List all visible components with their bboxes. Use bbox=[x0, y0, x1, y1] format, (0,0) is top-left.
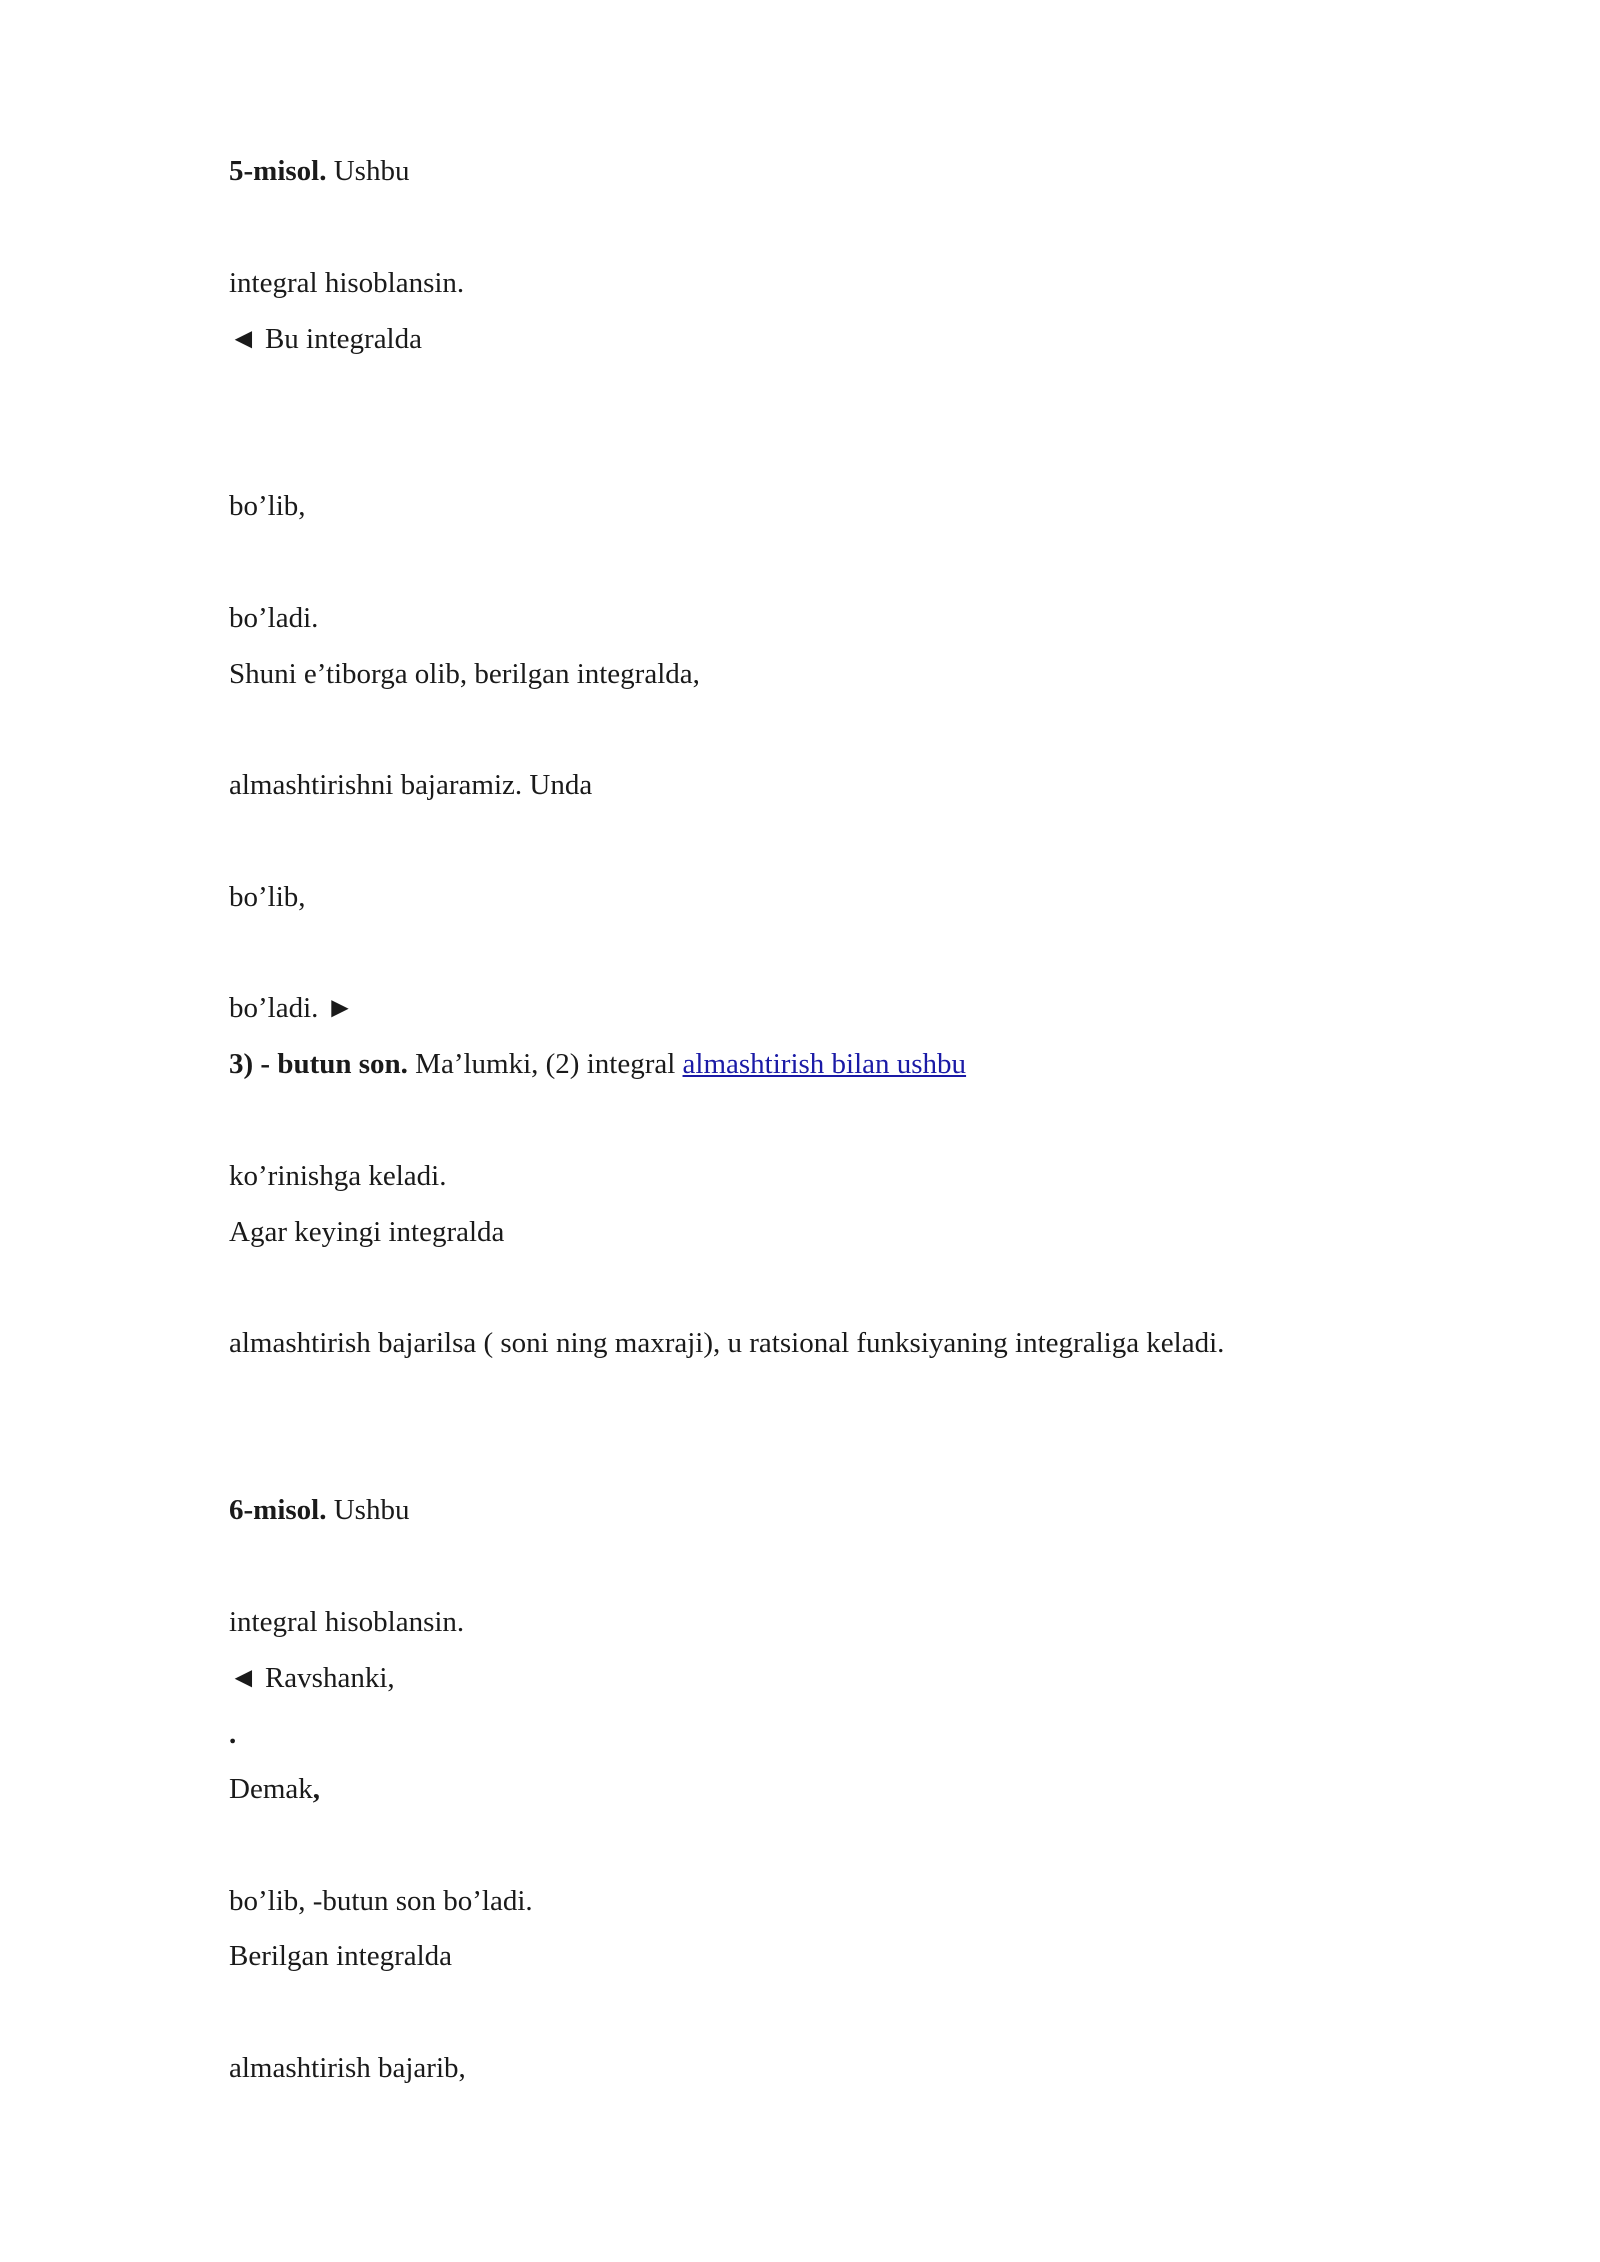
paragraph-line bbox=[229, 1771, 320, 1807]
paragraph-line: Berilgan integralda bbox=[229, 1940, 453, 1972]
paragraph-line: ko’rinishga keladi. bbox=[229, 1160, 447, 1192]
paragraph-line: bo’ladi. bbox=[229, 602, 319, 634]
example-6-label: 6-misol. bbox=[229, 1494, 327, 1526]
demak-comma: , bbox=[312, 1773, 320, 1805]
paragraph-line: ◄ Bu integralda bbox=[229, 323, 422, 355]
example-5-heading bbox=[229, 153, 409, 189]
paragraph-line: Shuni e’tiborga olib, berilgan integralda, bbox=[229, 658, 700, 690]
example-5-label: 5-misol. bbox=[229, 155, 327, 187]
paragraph-line: bo’lib, -butun son bo’ladi. bbox=[229, 1885, 533, 1917]
paragraph-line: bo’lib, bbox=[229, 881, 306, 913]
paragraph-line: Agar keyingi integralda bbox=[229, 1216, 505, 1248]
paragraph-line: almashtirishni bajaramiz. Unda bbox=[229, 769, 593, 801]
case-3-heading bbox=[229, 1046, 966, 1082]
paragraph-line: . bbox=[229, 1718, 237, 1750]
example-6-heading bbox=[229, 1492, 409, 1528]
paragraph-line: almashtirish bajarib, bbox=[229, 2052, 466, 2084]
substitution-link[interactable]: almashtirish bilan ushbu bbox=[682, 1048, 967, 1080]
case-3-text: Ma’lumki, (2) integral bbox=[407, 1048, 683, 1080]
demak-text: Demak bbox=[229, 1773, 313, 1805]
example-5-intro: Ushbu bbox=[326, 155, 410, 187]
paragraph-line: integral hisoblansin. bbox=[229, 1606, 465, 1638]
paragraph-line: integral hisoblansin. bbox=[229, 267, 465, 299]
case-3-label: 3) - butun son. bbox=[229, 1048, 408, 1080]
paragraph-line: almashtirish bajarilsa ( soni ning maxraji), u ratsional funksiyaning integraliga keladi. bbox=[229, 1327, 1225, 1359]
example-6-intro: Ushbu bbox=[326, 1494, 410, 1526]
paragraph-line: bo’lib, bbox=[229, 490, 306, 522]
paragraph-line: bo’ladi. ► bbox=[229, 992, 355, 1024]
paragraph-line: ◄ Ravshanki, bbox=[229, 1662, 395, 1694]
